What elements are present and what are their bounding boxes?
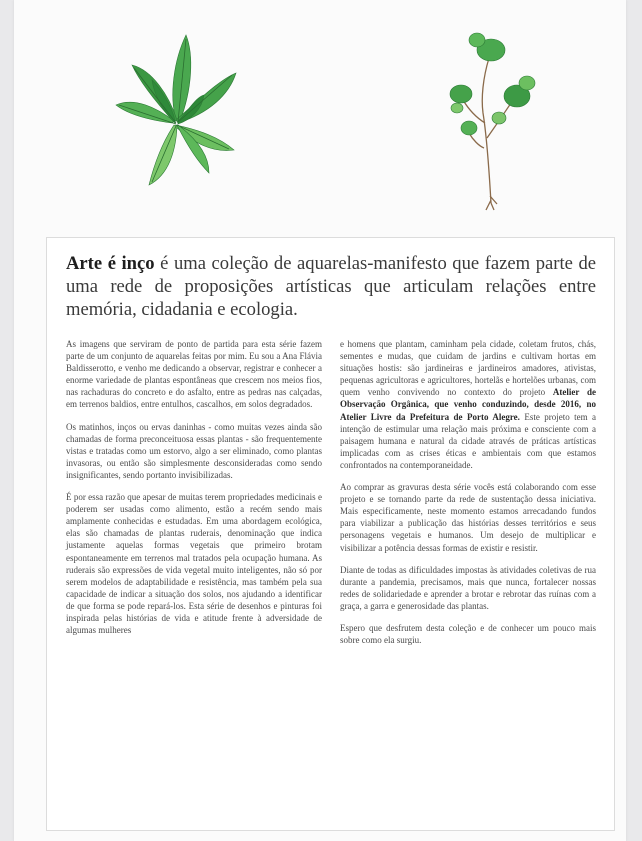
left-column bbox=[66, 338, 322, 646]
paragraph: Os matinhos, inços ou ervas daninhas - como muitas vezes ainda são chamadas de forma preconceituosa essas plantas - são frequentemente vistas e tratadas como um estorvo, algo a ser eliminado, como plantas invasoras, ou então são simplesmente desconsideradas como sendo insignificantes, sendo portanto invisibilizadas. bbox=[66, 421, 322, 480]
headline-rest: é uma coleção de aquarelas-manifesto que fazem parte de uma rede de proposições artísticas que articulam relações entre memória, cidadania e ecologia. bbox=[66, 253, 596, 320]
paragraph: É por essa razão que apesar de muitas terem propriedades medicinais e poderem ser usadas como alimento, estão a recém sendo mais amplamente conhecidas e estudadas. Em uma abordagem ecológica, elas são chamadas de plantas ruderais, denominação que indica justamente aquelas formas vegetais que primeiro brotam espontaneamente em terrenos mal tratados pela ocupação humana. As ruderais são expressões de vida vegetal muito inteligentes, não só por serem modelos de adaptabilidade e resistência, mas também pela sua capacidade de indicar a situação dos solos, nos ajudando a identificar de que forma se pode repará-los. Esta série de desenhos e pinturas foi inspirada pelas histórias de vida e atitude frente à adversidade de algumas mulheres bbox=[66, 492, 322, 636]
right-column bbox=[340, 338, 596, 656]
magazine-page bbox=[14, 0, 626, 841]
article-card bbox=[46, 237, 615, 831]
paragraph-text: e homens que plantam, caminham pela cidade, coletam frutos, chás, sementes e mudas, que cuidam de jardins e cultivam hortas em situações hostis: são jardineiras e jardineiros amadores, ativistas, pequenas agricultoras e agricultores, hortelãs e hortelões urbanas, com quem venho convivendo no contexto do projeto bbox=[340, 339, 596, 398]
project-name: Atelier de Observação Orgânica, que venho conduzindo, desde 2016, no Atelier Livre da Prefeitura de Porto Alegre. bbox=[340, 387, 596, 422]
plant-rosette-illustration bbox=[114, 25, 244, 200]
paragraph bbox=[340, 338, 596, 471]
headline bbox=[66, 252, 596, 321]
paragraph: As imagens que serviram de ponto de partida para esta série fazem parte de um conjunto de aquarelas feitas por mim. Eu sou a Ana Flávia Baldisserotto, e venho me dedicando a observar, registrar e conhecer a enorme variedade de plantas espontâneas que crescem nos meios fios, nas rachaduras do concreto e do asfalto, entre as pedras nas calçadas, em terrenos baldios, entre entulhos, cascalhos, em solos degradados. bbox=[66, 339, 322, 410]
paragraph-text: Este projeto tem a intenção de estimular uma relação mais próxima e consciente com a paisagem humana e natural da cidade através de práticas artísticas implicadas com as crises éticas e ambientais com que estamos confrontados na contemporaneidade. bbox=[340, 411, 596, 470]
paragraph: Diante de todas as dificuldades impostas às atividades coletivas de rua durante a pandemia, precisamos, mais que nunca, fortalecer nossas redes de solidariedade e aprender a brotar e rebrotar das ruínas com a graça, a garra e generosidade das plantas. bbox=[340, 564, 596, 611]
paragraph: Ao comprar as gravuras desta série vocês está colaborando com esse projeto e se tornando parte da rede de sustentação dessa iniciativa. Mais especificamente, neste momento estamos arrecadando fundos para viabilizar a publicação das histórias desses territórios e seus personagens vegetais e humanos. Um desejo de multiplicar e visibilizar a potência dessas formas de existir e resistir. bbox=[340, 482, 596, 553]
paragraph: Espero que desfrutem desta coleção e de conhecer um pouco mais sobre como ela surgiu. bbox=[340, 622, 596, 646]
plant-seedling-illustration bbox=[439, 28, 549, 213]
headline-title: Arte é inço bbox=[66, 253, 155, 274]
